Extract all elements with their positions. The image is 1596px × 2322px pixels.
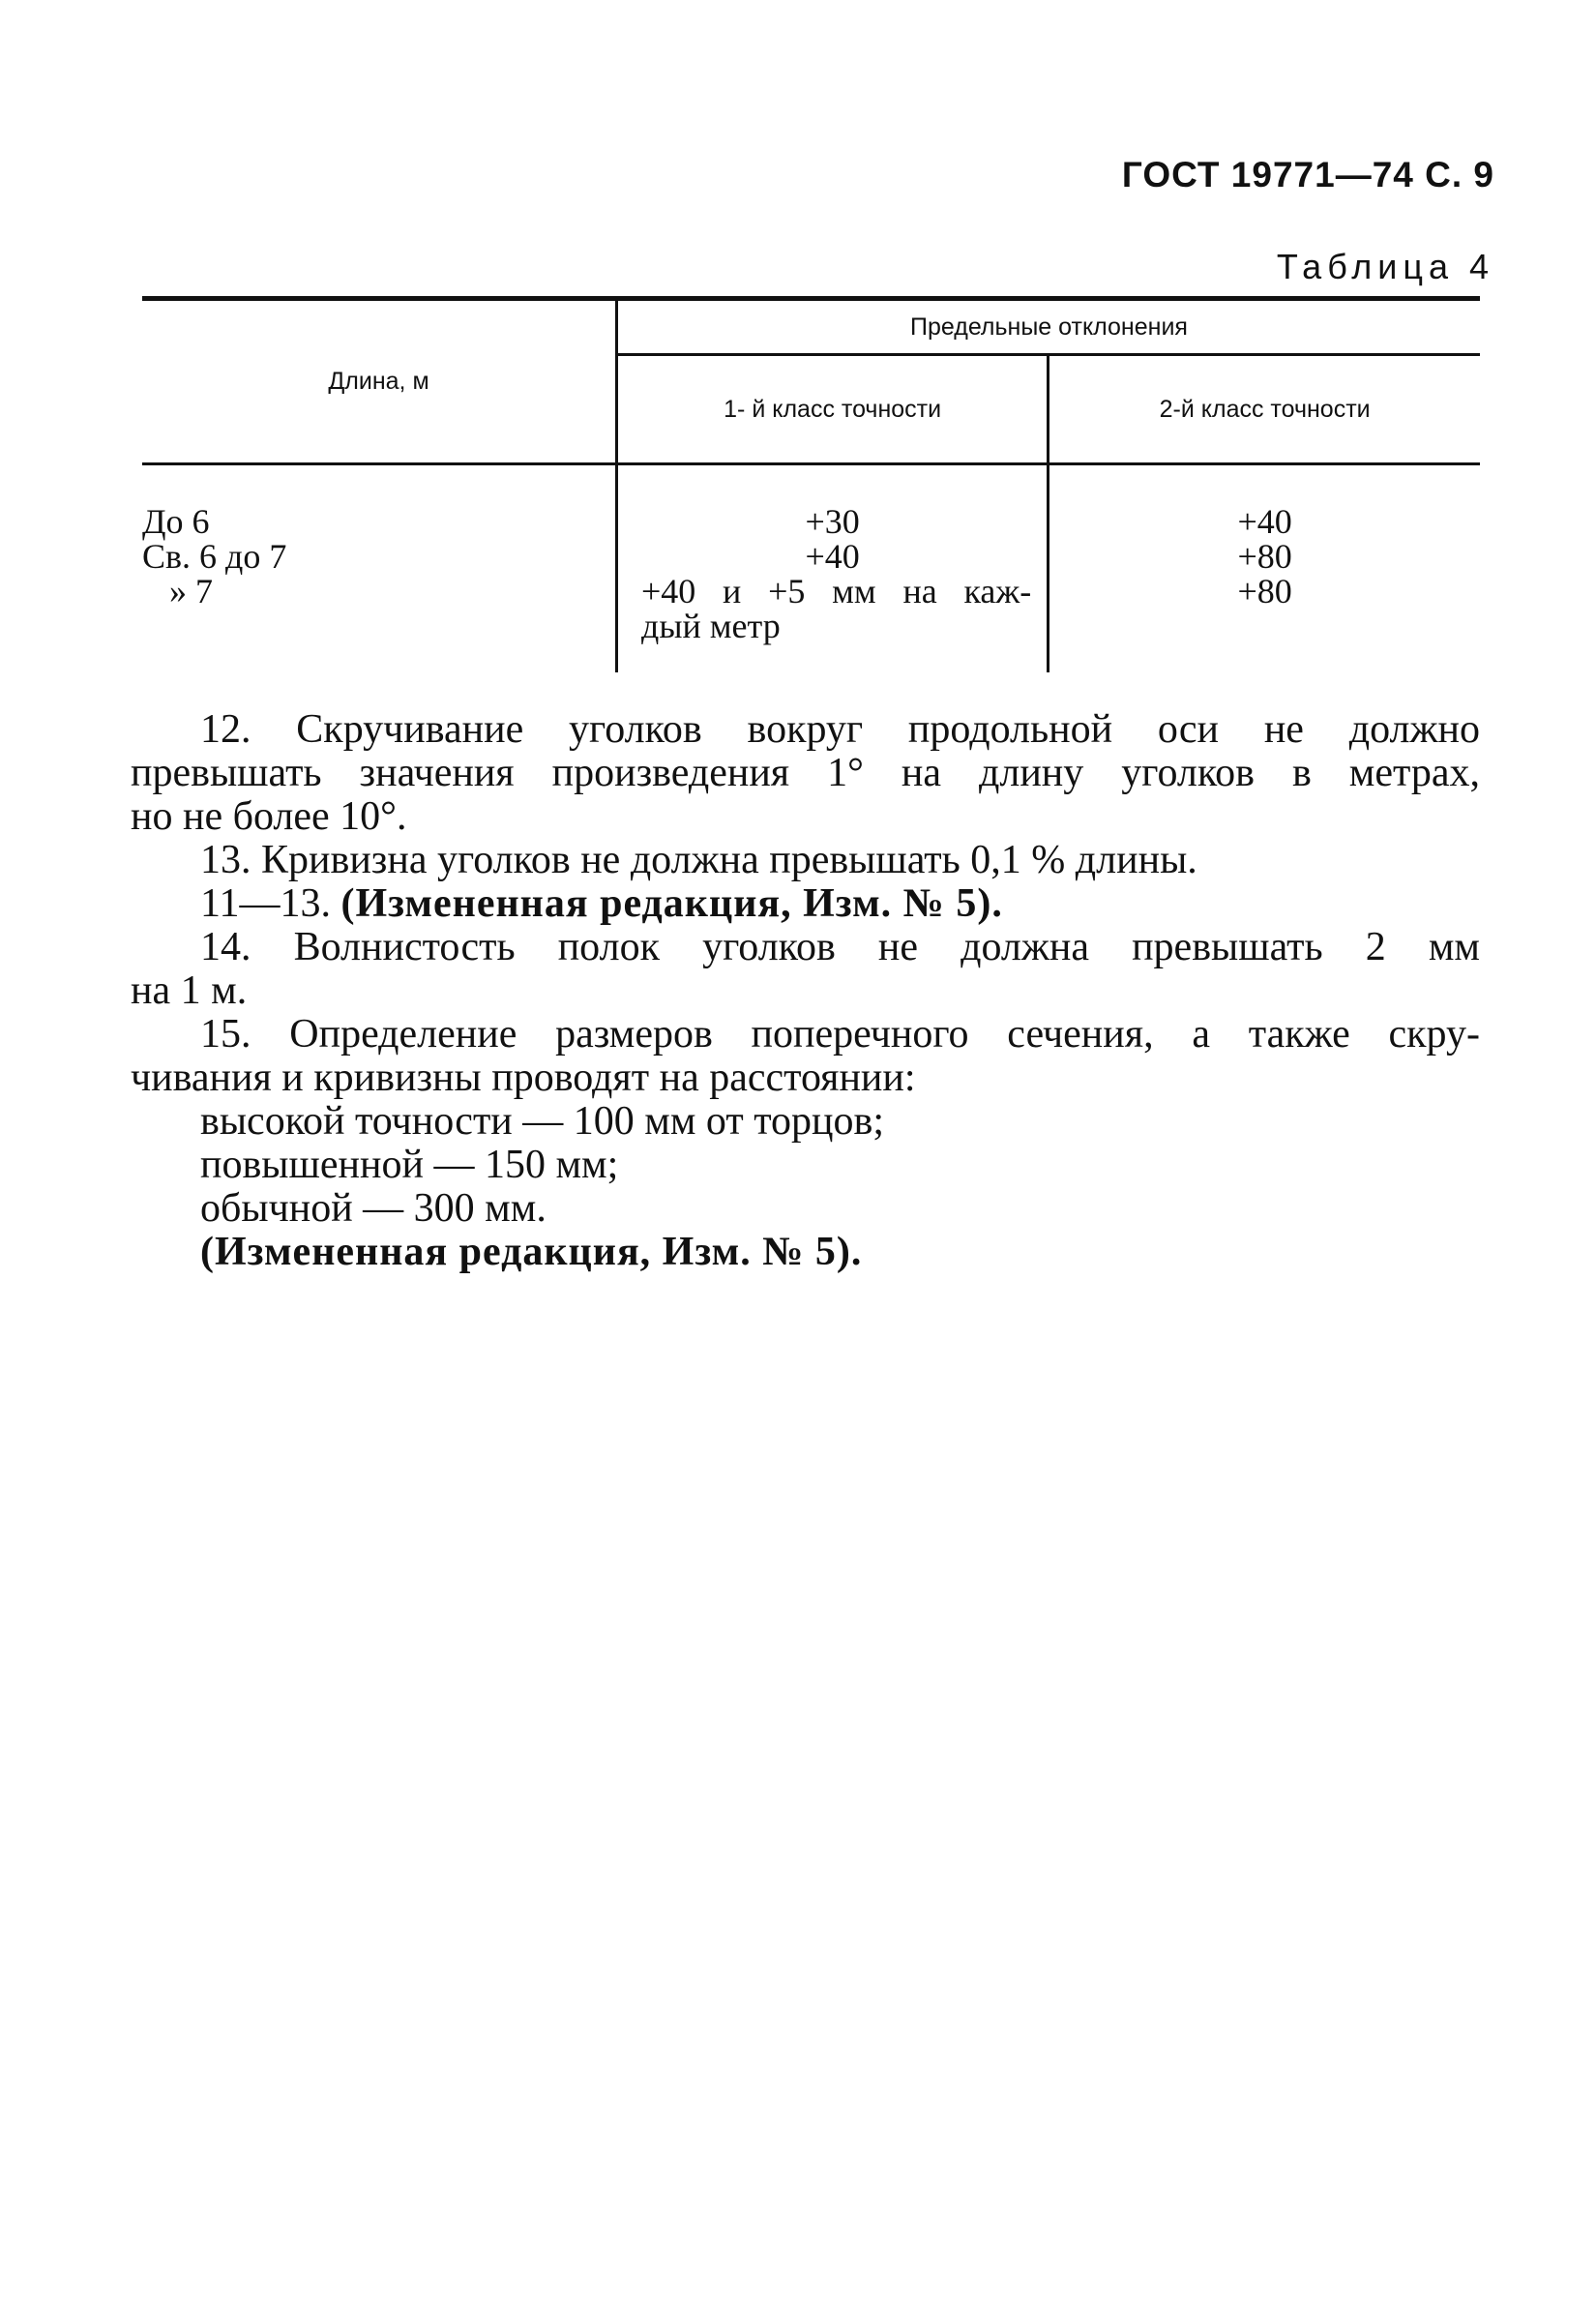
paragraph-15-item3: обычной — 300 мм. — [200, 1186, 547, 1231]
paragraph-14-line1: 14. Волнистость полок уголков не должна превышать 2 мм — [200, 925, 1480, 969]
paragraph-11-13 — [131, 882, 1480, 926]
class1-row3-line2: дый метр — [641, 607, 781, 645]
length-row1: До 6 — [142, 502, 210, 541]
amendment-range: 11—13. — [200, 881, 341, 926]
table-caption: Таблица 4 — [1276, 247, 1494, 286]
paragraph-15-item1: высокой точности — 100 мм от торцов; — [200, 1099, 885, 1144]
paragraph-12-line3: но не более 10°. — [131, 794, 407, 839]
header-class1: 1- й класс точности — [617, 355, 1049, 464]
amendment-note: (Измененная редакция, Изм. № 5). — [340, 881, 1003, 926]
length-row2: Св. 6 до 7 — [142, 537, 287, 576]
table-row — [142, 464, 1480, 673]
body-text — [131, 708, 1480, 1274]
paragraph-14-line2: на 1 м. — [131, 968, 248, 1013]
cell-class2 — [1049, 464, 1480, 673]
header-class2: 2-й класс точности — [1049, 355, 1480, 464]
paragraph-15-line1: 15. Определение размеров поперечного сечения, а также скру- — [200, 1012, 1480, 1057]
length-row3: » 7 — [169, 572, 213, 610]
class1-row2: +40 — [805, 537, 860, 576]
paragraph-12-line1: 12. Скручивание уголков вокруг продольной оси не должно — [200, 707, 1480, 752]
deviations-table — [142, 296, 1480, 672]
class2-row1: +40 — [1237, 502, 1292, 541]
amendment-note-15: (Измененная редакция, Изм. № 5). — [200, 1230, 863, 1274]
paragraph-15-line2: чивания и кривизны проводят на расстоянии: — [131, 1056, 916, 1100]
header-deviations: Предельные отклонения — [617, 299, 1481, 355]
paragraph-13: 13. Кривизна уголков не должна превышать 0,1 % длины. — [200, 838, 1197, 882]
table — [142, 296, 1480, 672]
cell-length — [142, 464, 617, 673]
class2-row3: +80 — [1237, 572, 1292, 610]
cell-class1 — [617, 464, 1049, 673]
page-header: ГОСТ 19771—74 С. 9 — [1121, 155, 1494, 194]
class1-row3-line1: +40 и +5 мм на каж- — [641, 572, 1032, 610]
header-length: Длина, м — [142, 299, 617, 464]
paragraph-12-line2: превышать значения произведения 1° на длину уголков в метрах, — [131, 751, 1480, 795]
class1-row1: +30 — [805, 502, 860, 541]
paragraph-15-item2: повышенной — 150 мм; — [200, 1143, 619, 1187]
class2-row2: +80 — [1237, 537, 1292, 576]
